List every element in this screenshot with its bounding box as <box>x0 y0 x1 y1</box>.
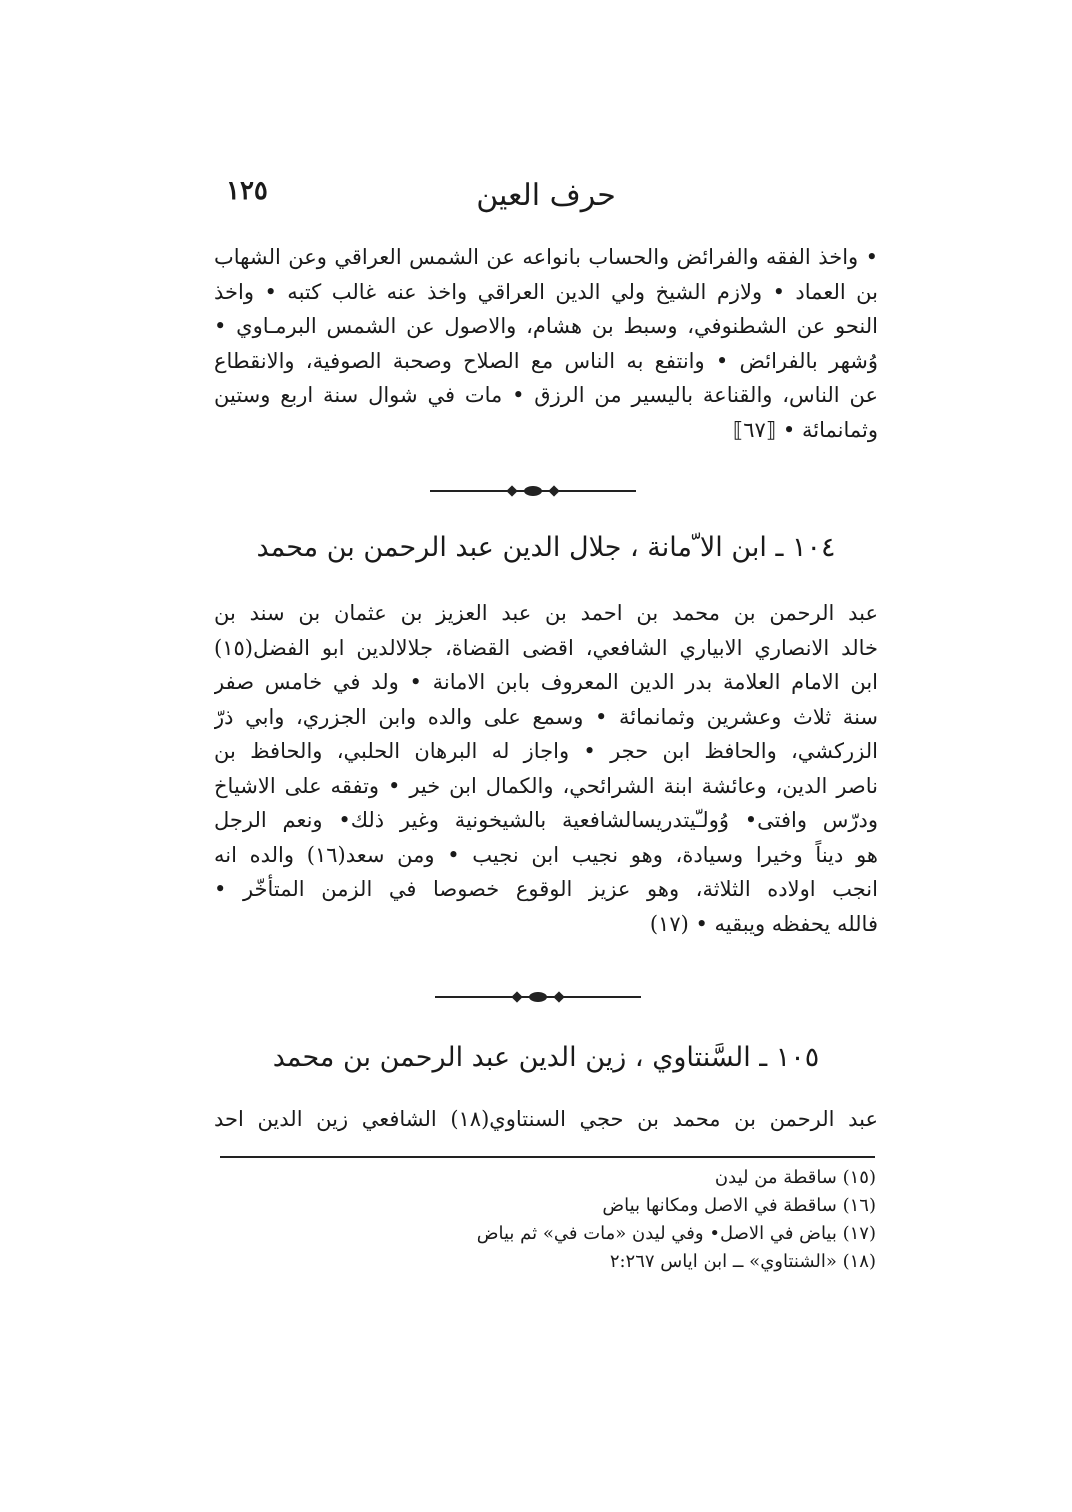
text-line: عبد الرحمن بن محمد بن احمد بن عبد العزيز بن عثمان بن سند بن <box>214 601 878 625</box>
text-line: الزركشي، والحافظ ابن حجر • واجاز له البرهان الحلبي، والحافظ بن <box>214 739 878 763</box>
page-number: ١٢٥ <box>226 176 268 206</box>
footnote: (١٨) «الشنتاوي» ــ ابن اياس ٢:٢٦٧ <box>609 1251 876 1272</box>
text-line: ابن الامام العلامة بدر الدين المعروف بابن الامانة • ولد في خامس صفر <box>214 670 878 694</box>
footnote-separator <box>220 1156 875 1158</box>
running-title: حرف العين <box>476 177 616 213</box>
page-header <box>226 170 866 220</box>
footnote: (١٧) بياض في الاصل• وفي ليدن «مات في» ثم بياض <box>476 1223 876 1244</box>
text-line: عن الناس، والقناعة باليسير من الرزق • مات في شوال سنة اربع وستين <box>214 383 878 407</box>
text-line: انجب اولاده الثلاثة، وهو عزيز الوقوع خصوصا في الزمن المتأخّر • <box>214 877 878 901</box>
footnote: (١٥) ساقطة من ليدن <box>714 1167 876 1188</box>
entry-104-heading: ١٠٤ ـ ابن الا ّمانة ، جلال الدين عبد الرحمن بن محمد <box>256 532 836 563</box>
text-line: بن العماد • ولازم الشيخ ولي الدين العراقي واخذ عنه غالب كتبه • واخذ <box>214 279 878 304</box>
footnote: (١٦) ساقطة في الاصل ومكانها بياض <box>602 1195 876 1216</box>
text-line: خالد الانصاري الابياري الشافعي، اقضى القضاة، جلالالدين ابو الفضل(١٥) <box>214 635 878 660</box>
text-line: وثمانمائة • ⟦٦٧⟧ <box>732 417 878 442</box>
entry-104-body <box>214 596 878 941</box>
text-line: سنة ثلاث وعشرين وثمانمائة • وسمع على والده وابن الجزري، وابي ذرّ <box>214 704 878 729</box>
section-divider-ornament <box>430 485 636 497</box>
entry-103-continuation <box>214 240 878 447</box>
text-line: عبد الرحمن بن محمد بن حجي السنتاوي(١٨) الشافعي زين الدين احد <box>214 1107 878 1131</box>
text-line: النحو عن الشطنوفي، وسبط بن هشام، والاصول عن الشمس البرمـاوي • <box>214 314 878 338</box>
entry-105-body <box>214 1102 878 1137</box>
text-line: فالله يحفظه ويبقيه • (١٧) <box>649 911 878 936</box>
text-line: هو ديناً وخيرا وسيادة، وهو نجيب ابن نجيب • ومن سعد(١٦) والده انه <box>214 842 878 867</box>
footnotes <box>477 1164 876 1276</box>
text-line: • واخذ الفقه والفرائض والحساب بانواعه عن الشمس العراقي وعن الشهاب <box>214 245 878 269</box>
text-line: وُشهر بالفرائض • وانتفع به الناس مع الصلاح وصحبة الصوفية، والانقطاع <box>214 348 878 373</box>
entry-105-heading: ١٠٥ ـ السَّنتاوي ، زين الدين عبد الرحمن بن محمد <box>272 1042 820 1073</box>
text-line: ودرّس وافتى• وُولـّيتدريسالشافعية بالشيخونية وغير ذلك• ونعم الرجل <box>214 808 878 832</box>
section-divider-ornament <box>435 991 641 1003</box>
text-line: ناصر الدين، وعائشة ابنة الشرائحي، والكمال ابن خير • وتفقه على الاشياخ <box>214 773 878 798</box>
